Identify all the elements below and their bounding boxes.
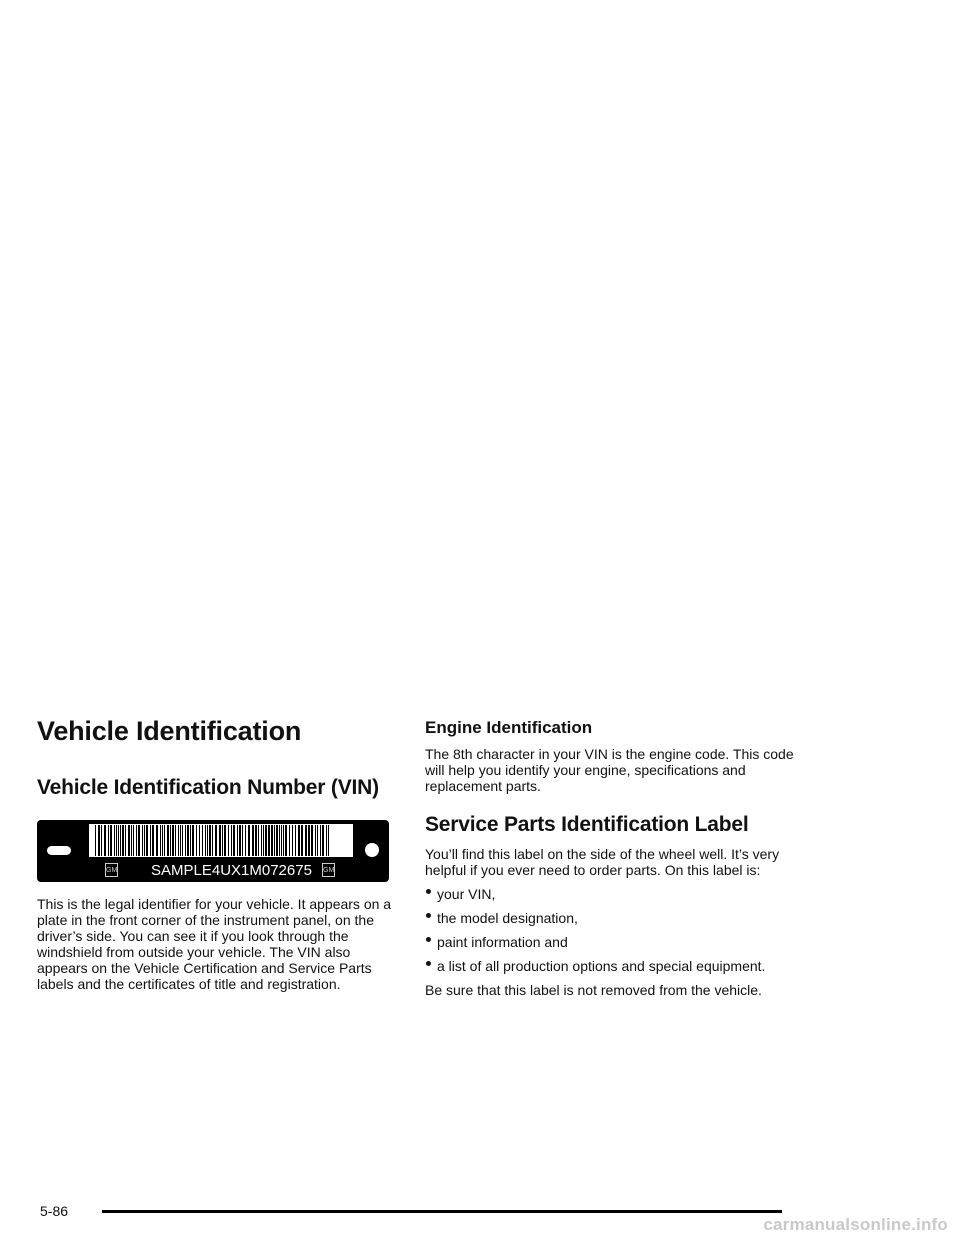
list-item [425, 886, 795, 902]
list-item-text: a list of all production options and special equipment. [437, 958, 766, 974]
list-item [425, 910, 795, 926]
vin-paragraph: This is the legal identifier for your vehicle. It appears on a plate in the front corner of the instrument panel, on the driver’s side. You can see it if you look through the windshield from outside your vehicle. The VIN also appears on the Vehicle Certification and Service Parts labels and the certificates of title and registration. [37, 896, 392, 992]
gm-logo: GM [322, 863, 335, 877]
page-number: 5-86 [40, 1203, 69, 1219]
list-item-text: the model designation, [437, 910, 578, 926]
barcode-bars [95, 825, 331, 856]
vin-plate-illustration [37, 820, 389, 882]
bullet-icon [426, 913, 431, 918]
label-paragraph: You’ll find this label on the side of the wheel well. It’s very helpful if you ever need to order parts. On this label is: [425, 846, 780, 878]
list-item-text: your VIN, [437, 886, 496, 902]
watermark: carmanualsonline.info [763, 1215, 948, 1234]
bullet-icon [426, 961, 431, 966]
right-column [425, 712, 795, 998]
label-contents-list [425, 886, 795, 974]
gm-logo: GM [105, 863, 118, 877]
engine-paragraph: The 8th character in your VIN is the engine code. This code will help you identify your engine, specifications and replacement parts. [425, 746, 794, 794]
barcode [89, 824, 353, 857]
list-item [425, 958, 795, 974]
mounting-slot [47, 846, 71, 855]
bullet-icon [426, 937, 431, 942]
list-item-text: paint information and [437, 934, 568, 950]
vin-number: SAMPLE4UX1M072675 [151, 862, 312, 879]
left-column [37, 712, 395, 992]
bullet-icon [426, 889, 431, 894]
mounting-hole [365, 843, 379, 857]
vin-heading: Vehicle Identification Number (VIN) [37, 776, 379, 799]
list-item [425, 934, 795, 950]
engine-heading: Engine Identification [425, 718, 593, 737]
vin-row [105, 862, 335, 880]
section-title: Vehicle Identification [37, 716, 302, 746]
footer-divider [102, 1210, 782, 1213]
label-heading: Service Parts Identification Label [425, 813, 749, 836]
closing-paragraph: Be sure that this label is not removed from the vehicle. [425, 982, 762, 998]
